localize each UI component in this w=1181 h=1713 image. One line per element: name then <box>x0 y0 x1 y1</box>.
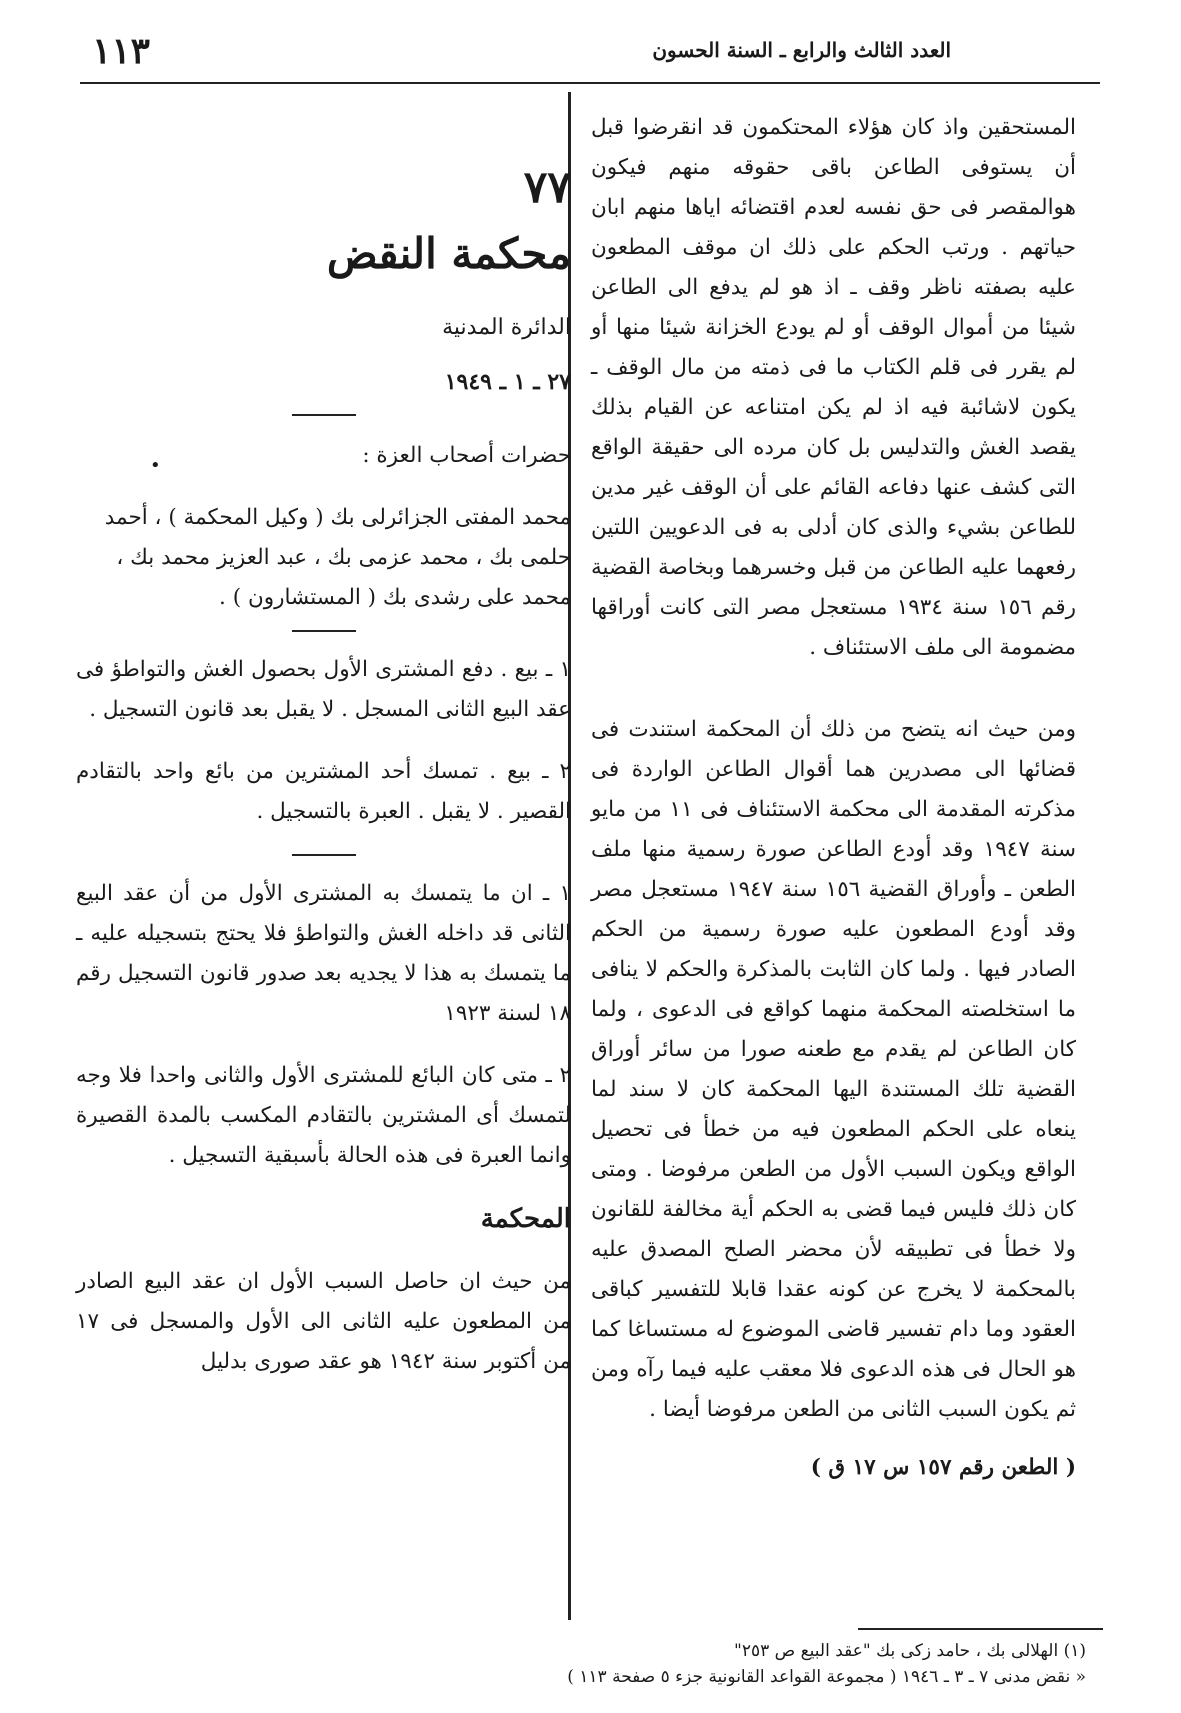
case-number: ٧٧ <box>523 162 571 213</box>
right-column <box>591 108 1076 1488</box>
left-column <box>76 160 571 1382</box>
principle-item: ١ ـ ان ما يتمسك به المشترى الأول من أن عقد البيع الثانى قد داخله الغش والتواطؤ فلا يحتج بتسجيله عليه ـ ما يتمسك به هذا لا يجديه بعد صدور قانون التسجيل رقم ١٨ لسنة ١٩٢٣ <box>76 881 571 1026</box>
continued-paragraph: المستحقين واذ كان هؤلاء المحتكمون قد انقرضوا قبل أن يستوفى الطاعن باقى حقوقه منهم فيكون هوالمقصر فى حق نفسه لعدم اقتضائه اياها منهم ابان حياتهم . ورتب الحكم على ذلك ان موقف المطعون عليه بصفته ناظر وقف ـ اذ هو لم يدفع الى الطاعن شيئا من أموال الوقف أو لم يودع الخزانة شيئا منها أو لم يقرر فى قلم الكتاب ما فى ذمته من مال الوقف ـ يكون لاشائبة فيه اذ لم يكن امتناعه عن القيام بذلك يقصد الغش والتدليس بل كان مرده الى حقيقة الواقع التى كشف عنها دفاعه القائم على أن الوقف غير مدين للطاعن بشيء والذى كان أدلى به فى الدعويين اللتين رفعهما عليه الطاعن من قبل وخسرهما وبخاصة القضية رقم ١٥٦ سنة ١٩٣٤ مستعجل مصر التى كانت أوراقها مضمومة الى ملف الاستئناف . <box>591 115 1076 660</box>
reasoning-paragraph: ومن حيث انه يتضح من ذلك أن المحكمة استندت فى قضائها الى مصدرين هما أقوال الطاعن الواردة فى مذكرته المقدمة الى محكمة الاستئناف فى ١١ من مايو سنة ١٩٤٧ وقد أودع الطاعن صورة رسمية منها ملف الطعن ـ وأوراق القضية ١٥٦ سنة ١٩٤٧ مستعجل مصر وقد أودع المطعون عليه صورة رسمية من الحكم الصادر فيها . ولما كان الثابت بالمذكرة والحكم لا ينافى ما استخلصته المحكمة منهما كواقع فى الدعوى ، ولما كان الطاعن لم يقدم مع طعنه صورا من سائر أوراق القضية تلك المستندة اليها المحكمة كان لا سند لما ينعاه على الحكم المطعون فيه من خطأ فى تحصيل الواقع ويكون السبب الأول من الطعن مرفوضا . ومتى كان ذلك فليس فيما قضى به الحكم أية مخالفة للقانون ولا خطأ فى تطبيقه لأن محضر الصلح المصدق عليه بالمحكمة لا يخرج عن كونه عقدا قابلا للتفسير كباقى العقود وما دام تفسير قاضى الموضوع له مستساغا كما هو الحال فى هذه الدعوى فلا معقب عليه فيما رآه ومن ثم يكون السبب الثانى من الطعن مرفوضا أيضا . <box>591 717 1076 1422</box>
footnote-item: « نقض مدنى ٧ ـ ٣ ـ ١٩٤٦ ( مجموعة القواعد القانونية جزء ٥ صفحة ١١٣ ) <box>567 1667 1086 1687</box>
circuit-name: الدائرة المدنية <box>442 315 571 340</box>
appeal-reference: ( الطعن رقم ١٥٧ س ١٧ ق ) <box>810 1455 1076 1480</box>
keywords-block <box>76 650 571 832</box>
section-rule <box>292 630 356 632</box>
keywords-item: ٢ ـ بيع . تمسك أحد المشترين من بائع واحد بالتقادم القصير . لا يقبل . العبرة بالتسجيل . <box>76 759 571 824</box>
page-number: ١١٣ <box>92 30 151 72</box>
footnotes <box>86 1638 1086 1690</box>
footnote-rule <box>858 1628 1103 1630</box>
running-title: العدد الثالث والرابع ـ السنة الحسون <box>652 38 951 62</box>
judges-line: حلمى بك ، محمد عزمى بك ، عبد العزيز محمد بك ، <box>116 545 571 570</box>
judges-list <box>76 498 571 618</box>
court-name: محكمة النقض <box>326 229 571 278</box>
ruling-date: ٢٧ ـ ١ ـ ١٩٤٩ <box>444 369 571 395</box>
stray-dot-mark: • <box>150 455 161 476</box>
judges-intro: حضرات أصحاب العزة : <box>362 443 571 468</box>
header-rule <box>80 82 1100 84</box>
footnote-item: (١) الهلالى بك ، حامد زكى بك "عقد البيع ص ٢٥٣" <box>734 1641 1086 1661</box>
judgment-heading: المحكمة <box>480 1204 571 1234</box>
judges-line: محمد المفتى الجزائرلى بك ( وكيل المحكمة ) ، أحمد <box>104 505 571 530</box>
principle-item: ٢ ـ متى كان البائع للمشترى الأول والثانى واحدا فلا وجه لتمسك أى المشترين بالتقادم المكسب بالمدة القصيرة وانما العبرة فى هذه الحالة بأسبقية التسجيل . <box>76 1063 571 1168</box>
principles-block <box>76 874 571 1176</box>
section-rule <box>292 414 356 416</box>
judges-line: محمد على رشدى بك ( المستشارون ) . <box>219 585 571 610</box>
keywords-item: ١ ـ بيع . دفع المشترى الأول بحصول الغش والتواطؤ فى عقد البيع الثانى المسجل . لا يقبل بعد قانون التسجيل . <box>76 657 571 722</box>
section-rule <box>292 854 356 856</box>
judgment-opening: من حيث ان حاصل السبب الأول ان عقد البيع الصادر من المطعون عليه الثانى الى الأول والمسجل فى ١٧ من أكتوبر سنة ١٩٤٢ هو عقد صورى بدليل <box>76 1269 571 1374</box>
